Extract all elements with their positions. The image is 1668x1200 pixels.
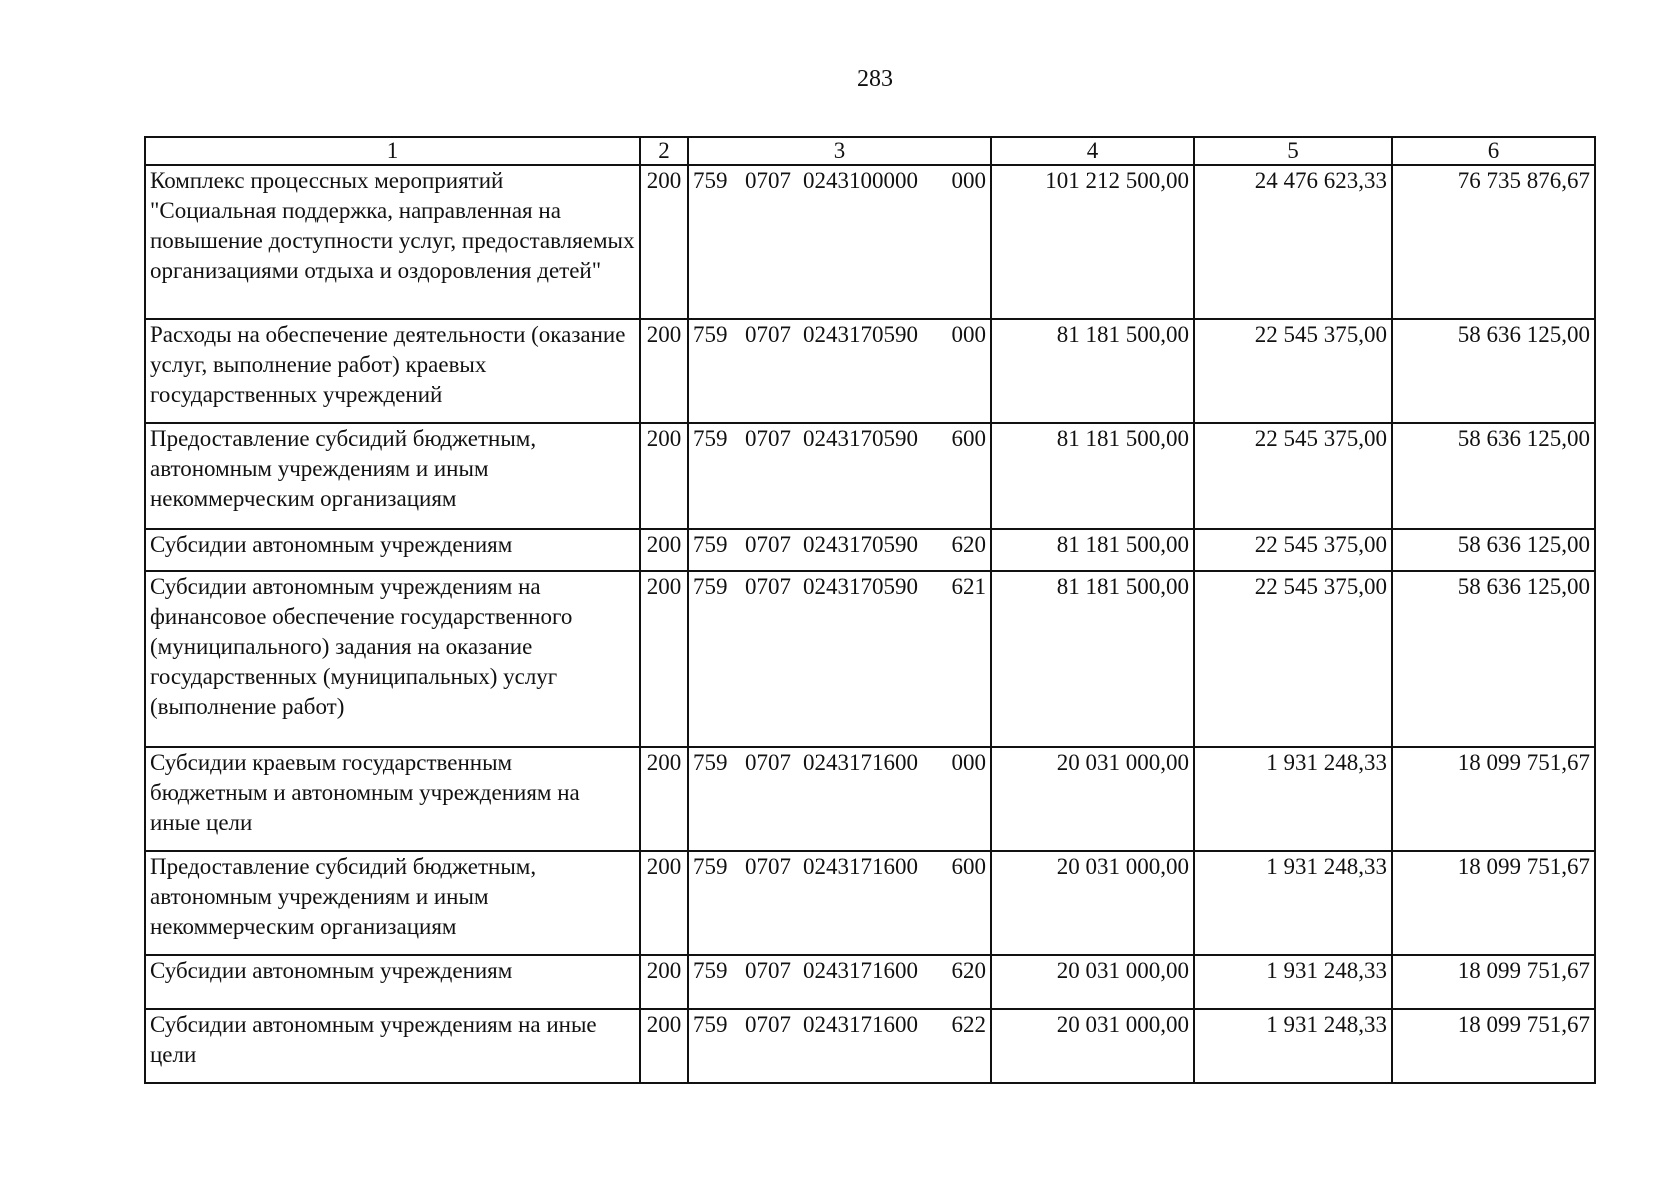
row-name: Комплекс процессных мероприятий "Социальная поддержка, направленная на повышение доступности услуг, предоставляемых организациями отдыха и оздоровления детей" xyxy=(145,165,640,319)
row-col4: 20 031 000,00 xyxy=(991,955,1194,1009)
page-number: 283 xyxy=(857,66,893,92)
row-col6: 18 099 751,67 xyxy=(1392,1009,1595,1083)
code-csr: 0243171600 xyxy=(803,1012,918,1037)
code-vr: 000 xyxy=(951,322,986,347)
code-rz: 0707 xyxy=(745,532,791,557)
row-col5: 22 545 375,00 xyxy=(1194,529,1392,571)
row-col2: 200 xyxy=(640,319,688,423)
code-gr: 759 xyxy=(693,1012,728,1037)
table-row xyxy=(145,571,1595,747)
code-vr: 622 xyxy=(951,1012,986,1037)
code-gr: 759 xyxy=(693,322,728,347)
row-col6: 18 099 751,67 xyxy=(1392,851,1595,955)
code-rz: 0707 xyxy=(745,854,791,879)
row-col2: 200 xyxy=(640,747,688,851)
row-col6: 58 636 125,00 xyxy=(1392,423,1595,529)
row-col5: 22 545 375,00 xyxy=(1194,571,1392,747)
code-csr: 0243171600 xyxy=(803,958,918,983)
row-name: Субсидии автономным учреждениям на иные цели xyxy=(145,1009,640,1083)
code-rz: 0707 xyxy=(745,958,791,983)
row-code xyxy=(688,165,991,319)
row-col6: 58 636 125,00 xyxy=(1392,529,1595,571)
row-col4: 81 181 500,00 xyxy=(991,319,1194,423)
row-col5: 24 476 623,33 xyxy=(1194,165,1392,319)
code-gr: 759 xyxy=(693,168,728,193)
row-col2: 200 xyxy=(640,1009,688,1083)
code-gr: 759 xyxy=(693,750,728,775)
column-header-6: 6 xyxy=(1392,137,1595,165)
table-row xyxy=(145,955,1595,1009)
row-code xyxy=(688,423,991,529)
column-header-1: 1 xyxy=(145,137,640,165)
row-col5: 1 931 248,33 xyxy=(1194,747,1392,851)
column-header-5: 5 xyxy=(1194,137,1392,165)
code-csr: 0243170590 xyxy=(803,426,918,451)
table-header-row xyxy=(145,137,1595,165)
table-row xyxy=(145,165,1595,319)
table-row xyxy=(145,851,1595,955)
row-col4: 20 031 000,00 xyxy=(991,747,1194,851)
row-col4: 81 181 500,00 xyxy=(991,423,1194,529)
code-csr: 0243100000 xyxy=(803,168,918,193)
code-gr: 759 xyxy=(693,574,728,599)
code-gr: 759 xyxy=(693,854,728,879)
code-csr: 0243170590 xyxy=(803,574,918,599)
row-code xyxy=(688,955,991,1009)
row-code xyxy=(688,571,991,747)
code-rz: 0707 xyxy=(745,426,791,451)
code-vr: 621 xyxy=(951,574,986,599)
row-col6: 58 636 125,00 xyxy=(1392,571,1595,747)
row-col2: 200 xyxy=(640,423,688,529)
row-col6: 76 735 876,67 xyxy=(1392,165,1595,319)
code-csr: 0243171600 xyxy=(803,854,918,879)
row-col4: 81 181 500,00 xyxy=(991,571,1194,747)
code-rz: 0707 xyxy=(745,574,791,599)
row-name: Субсидии автономным учреждениям xyxy=(145,529,640,571)
row-col2: 200 xyxy=(640,955,688,1009)
row-col2: 200 xyxy=(640,165,688,319)
row-col4: 101 212 500,00 xyxy=(991,165,1194,319)
column-header-3: 3 xyxy=(688,137,991,165)
code-csr: 0243170590 xyxy=(803,322,918,347)
code-vr: 620 xyxy=(951,958,986,983)
budget-table xyxy=(144,136,1596,1084)
code-vr: 600 xyxy=(951,854,986,879)
code-vr: 000 xyxy=(951,168,986,193)
row-col6: 18 099 751,67 xyxy=(1392,747,1595,851)
code-rz: 0707 xyxy=(745,1012,791,1037)
row-name: Расходы на обеспечение деятельности (оказание услуг, выполнение работ) краевых государственных учреждений xyxy=(145,319,640,423)
row-col4: 20 031 000,00 xyxy=(991,1009,1194,1083)
code-rz: 0707 xyxy=(745,750,791,775)
code-rz: 0707 xyxy=(745,168,791,193)
row-col6: 18 099 751,67 xyxy=(1392,955,1595,1009)
row-name: Субсидии автономным учреждениям xyxy=(145,955,640,1009)
row-col2: 200 xyxy=(640,529,688,571)
code-gr: 759 xyxy=(693,426,728,451)
row-col5: 1 931 248,33 xyxy=(1194,1009,1392,1083)
code-gr: 759 xyxy=(693,532,728,557)
table-row xyxy=(145,319,1595,423)
row-col6: 58 636 125,00 xyxy=(1392,319,1595,423)
row-code xyxy=(688,319,991,423)
row-col5: 1 931 248,33 xyxy=(1194,955,1392,1009)
row-col2: 200 xyxy=(640,851,688,955)
row-name: Субсидии краевым государственным бюджетным и автономным учреждениям на иные цели xyxy=(145,747,640,851)
table-row xyxy=(145,1009,1595,1083)
row-col4: 81 181 500,00 xyxy=(991,529,1194,571)
code-csr: 0243170590 xyxy=(803,532,918,557)
code-csr: 0243171600 xyxy=(803,750,918,775)
row-code xyxy=(688,747,991,851)
table-row xyxy=(145,529,1595,571)
table-row xyxy=(145,423,1595,529)
code-vr: 000 xyxy=(951,750,986,775)
row-col5: 22 545 375,00 xyxy=(1194,423,1392,529)
code-gr: 759 xyxy=(693,958,728,983)
row-col5: 1 931 248,33 xyxy=(1194,851,1392,955)
column-header-4: 4 xyxy=(991,137,1194,165)
row-col5: 22 545 375,00 xyxy=(1194,319,1392,423)
row-col4: 20 031 000,00 xyxy=(991,851,1194,955)
code-vr: 600 xyxy=(951,426,986,451)
column-header-2: 2 xyxy=(640,137,688,165)
row-col2: 200 xyxy=(640,571,688,747)
row-code xyxy=(688,851,991,955)
row-name: Предоставление субсидий бюджетным, автономным учреждениям и иным некоммерческим организациям xyxy=(145,423,640,529)
code-vr: 620 xyxy=(951,532,986,557)
row-name: Предоставление субсидий бюджетным, автономным учреждениям и иным некоммерческим организациям xyxy=(145,851,640,955)
code-rz: 0707 xyxy=(745,322,791,347)
table-row xyxy=(145,747,1595,851)
row-code xyxy=(688,1009,991,1083)
row-code xyxy=(688,529,991,571)
row-name: Субсидии автономным учреждениям на финансовое обеспечение государственного (муниципального) задания на оказание государственных (муниципальных) услуг (выполнение работ) xyxy=(145,571,640,747)
